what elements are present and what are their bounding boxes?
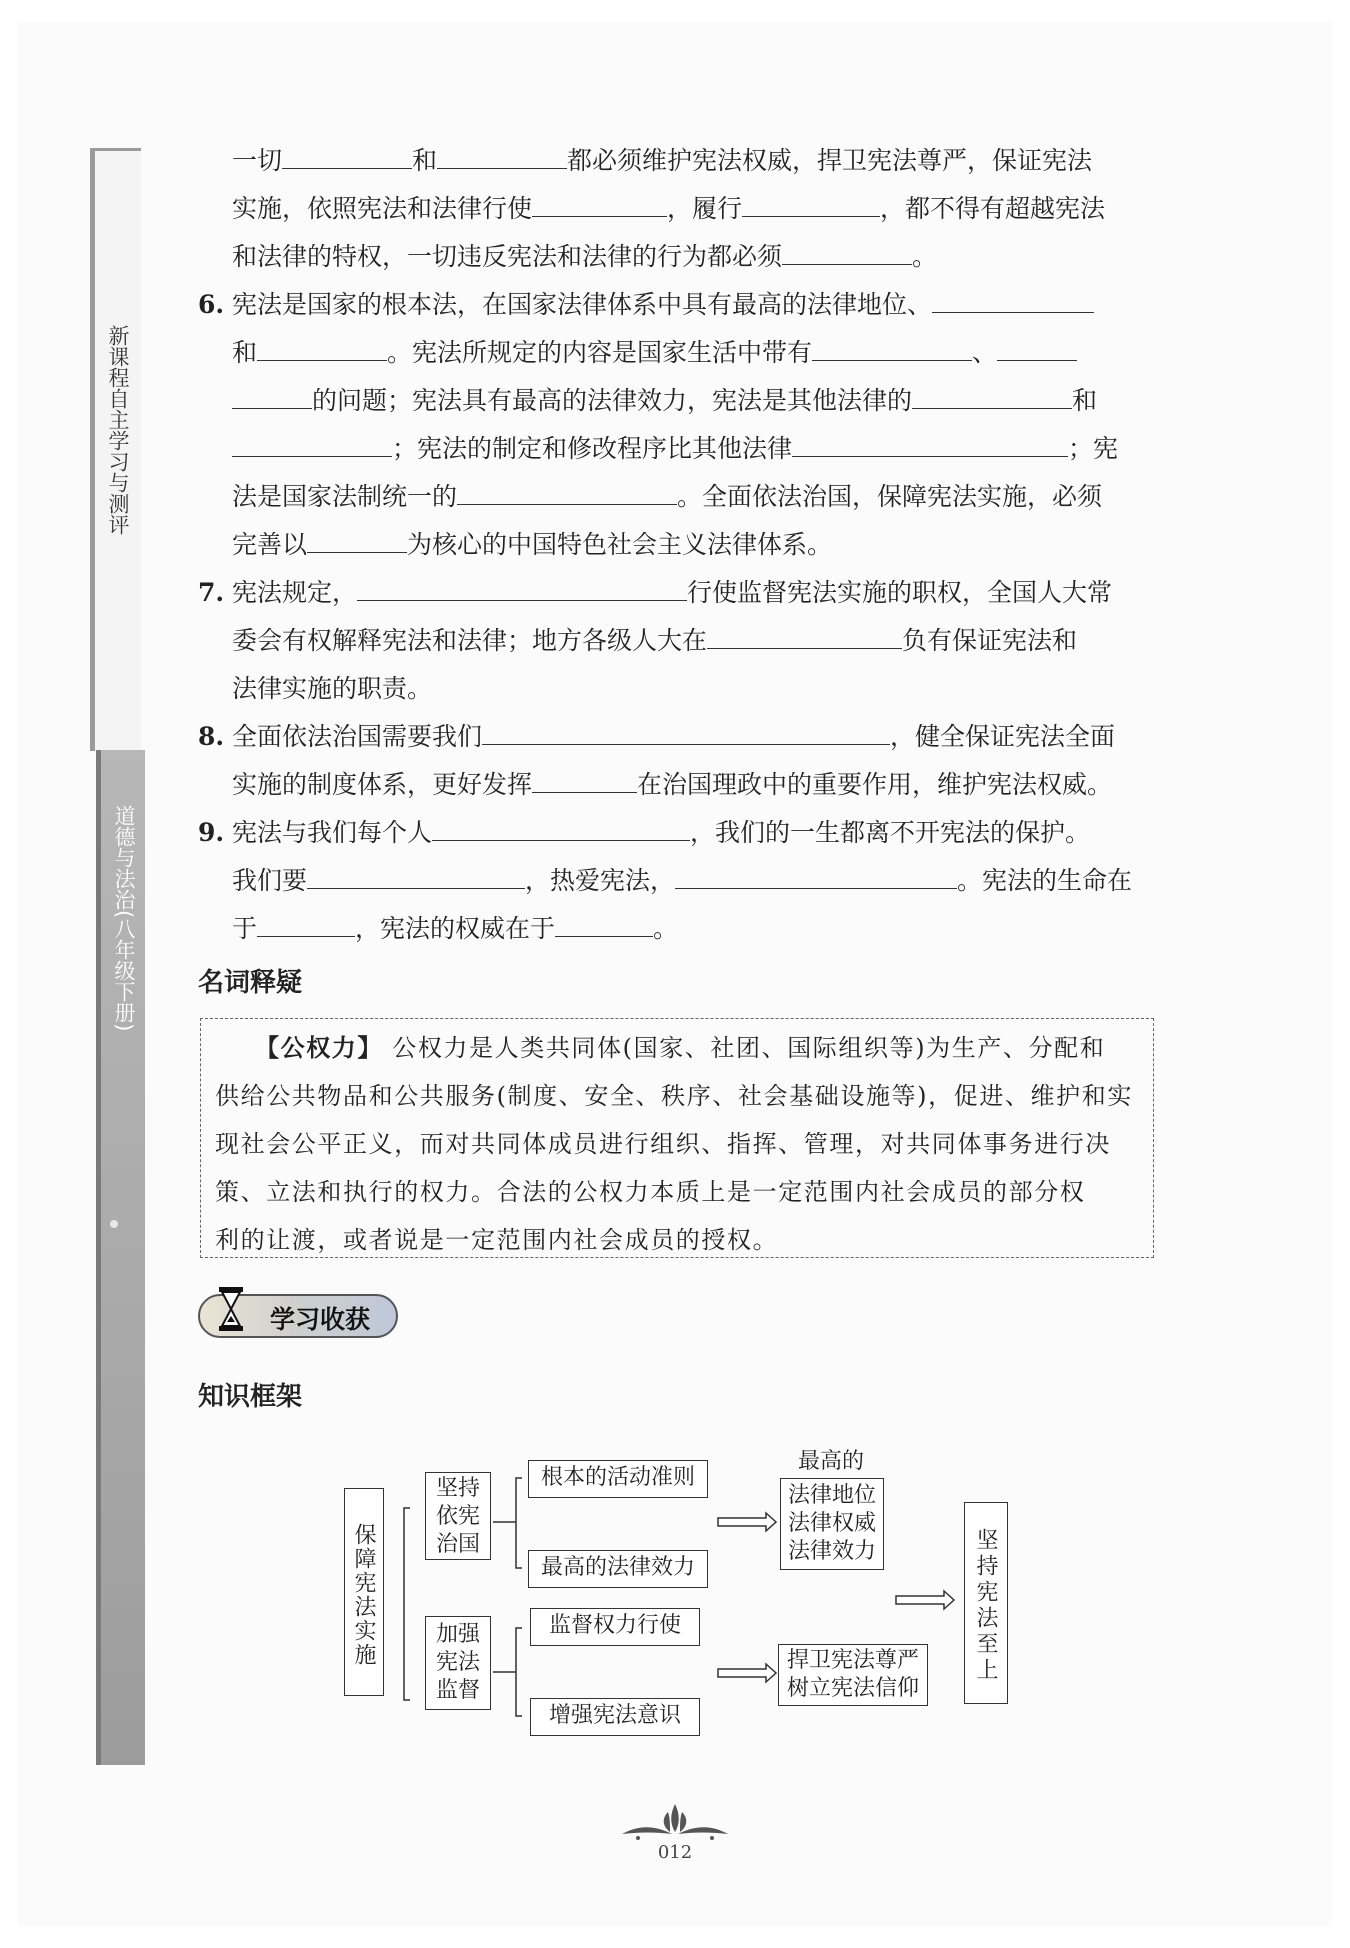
- q8-number: 8.: [198, 722, 225, 751]
- q8-line-2: 实施的制度体系，更好发挥 在治国理政中的重要作用，维护宪法权威。: [232, 770, 1113, 799]
- q7-line-1: 宪法规定， 行使监督宪法实施的职权，全国人大常: [232, 578, 1113, 607]
- q9-line-2: 我们要 ，热爱宪法， 。宪法的生命在: [232, 866, 1133, 895]
- q6-number: 6.: [198, 290, 225, 319]
- glossary-line-2: 供给公共物品和公共服务(制度、安全、秩序、社会基础设施等)，促进、维护和实: [215, 1082, 1133, 1110]
- series-title: 新课程自主学习与测评: [106, 325, 130, 535]
- framework-leaf-1: 根本的活动准则: [528, 1460, 708, 1498]
- framework-branch-2: 加强宪法监督: [425, 1616, 491, 1710]
- framework-root: 保障宪法实施: [344, 1488, 384, 1696]
- page-number: 012: [657, 1842, 693, 1863]
- q6-line-5: 法是国家法制统一的 。全面依法治国，保障宪法实施，必须: [232, 482, 1103, 511]
- framework-final: 坚持宪法至上: [964, 1502, 1008, 1704]
- framework-leaf-3: 监督权力行使: [530, 1608, 700, 1646]
- q9-line-1: 宪法与我们每个人 ，我们的一生都离不开宪法的保护。: [232, 818, 1091, 847]
- leaf-ornament-icon: [620, 1800, 730, 1846]
- q8-line-1: 全面依法治国需要我们 ，健全保证宪法全面: [232, 722, 1116, 751]
- q9-line-3: 于 ，宪法的权威在于 。: [232, 914, 679, 943]
- glossary-line-1: 【公权力】 公权力是人类共同体(国家、社团、国际组织等)为生产、分配和: [255, 1034, 1106, 1062]
- glossary-heading: 名词释疑: [198, 968, 303, 998]
- q6-line-1: 宪法是国家的根本法，在国家法律体系中具有最高的法律地位、: [232, 290, 1094, 320]
- framework-leaf-2: 最高的法律效力: [528, 1550, 708, 1588]
- q7-line-2: 委会有权解释宪法和法律；地方各级人大在 负有保证宪法和: [232, 626, 1078, 655]
- q9-number: 9.: [198, 818, 225, 847]
- q6-line-3: 的问题；宪法具有最高的法律效力，宪法是其他法律的 和: [232, 386, 1097, 416]
- q6-line-2: 和 。宪法所规定的内容是国家生活中带有 、: [232, 338, 1077, 368]
- glossary-line-3: 现社会公平正义，而对共同体成员进行组织、指挥、管理，对共同体事务进行决: [215, 1130, 1111, 1158]
- glossary-line-5: 利的让渡，或者说是一定范围内社会成员的授权。: [215, 1226, 779, 1254]
- framework-branch-1: 坚持依宪治国: [425, 1472, 491, 1560]
- badge-title: 学习收获: [270, 1305, 371, 1334]
- glossary-term: 【公权力】: [255, 1034, 383, 1062]
- framework-result-1: 法律地位 法律权威 法律效力: [780, 1478, 884, 1570]
- framework-result-2: 捍卫宪法尊严 树立宪法信仰: [778, 1644, 928, 1706]
- q5-line-3: 和法律的特权，一切违反宪法和法律的行为都必须 。: [232, 242, 938, 271]
- q5-line-1: 一切 和 都必须维护宪法权威，捍卫宪法尊严，保证宪法: [232, 146, 1093, 175]
- q6-line-4: ；宪法的制定和修改程序比其他法律 ；宪: [232, 434, 1118, 464]
- q6-line-6: 完善以 为核心的中国特色社会主义法律体系。: [232, 530, 833, 559]
- framework-top-label: 最高的: [798, 1449, 865, 1474]
- q7-line-3: 法律实施的职责。: [232, 674, 433, 703]
- framework-heading: 知识框架: [198, 1382, 303, 1412]
- subject-title: 道德与法治(八年级下册): [112, 805, 136, 1032]
- q5-line-2: 实施，依照宪法和法律行使 ，履行 ，都不得有超越宪法: [232, 194, 1106, 223]
- framework-leaf-4: 增强宪法意识: [530, 1698, 700, 1736]
- glossary-line-4: 策、立法和执行的权力。合法的公权力本质上是一定范围内社会成员的部分权: [215, 1178, 1086, 1206]
- q7-number: 7.: [198, 578, 225, 607]
